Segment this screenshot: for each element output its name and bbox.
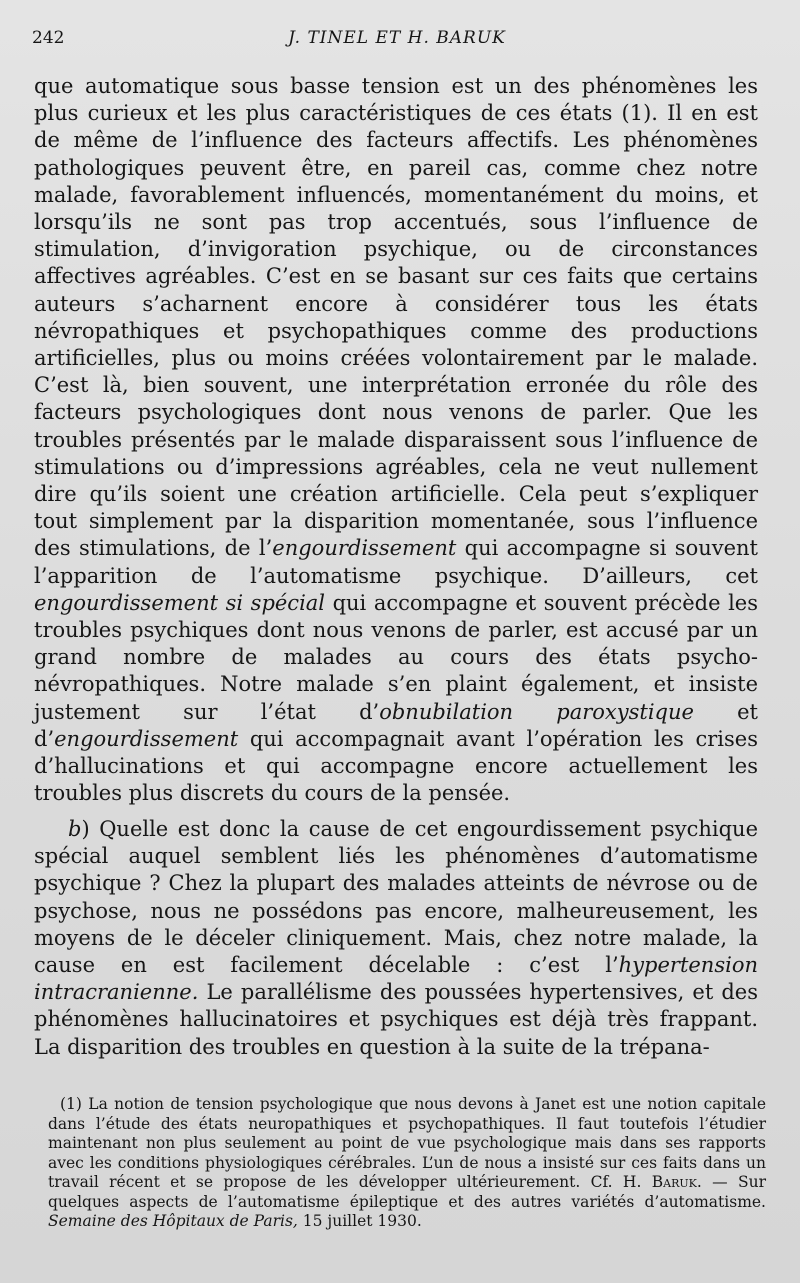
footnote-journal: Semaine des Hôpitaux de Paris, [48,1212,298,1230]
italic-run: hypertension intracranienne. [34,953,758,1005]
running-head: J. TINEL ET H. BARUK [288,28,506,48]
text-run: Le parallélisme des poussées hypertensives, et des phénomènes hallucinatoires et psychiques est déjà très frappant. La disparition des troubles en question à la suite de la trépana- [34,980,758,1059]
footnote-text: 15 juillet 1930. [297,1212,422,1230]
text-run: qui accompagne et souvent précède les troubles psychiques dont nous venons de parler, est accusé par un grand nombre de malades au cours des états psycho-névropathiques. Notre malade s’en plaint également, et insiste justement sur l’état d’ [34,590,758,724]
page-number: 242 [32,28,65,48]
italic-run: engourdissement [54,726,239,751]
body-paragraph-1 [34,73,758,807]
item-label: b [68,817,82,841]
footnote-author: Baruk [651,1173,697,1191]
footnote [48,1095,766,1232]
text-run: que automatique sous basse tension est un des phénomènes les plus curieux et les plus caractéristiques de ces états (1). Il en est de même de l’influence des facteurs affectifs. Les phénomènes pathologiques peuvent être, en pareil cas, comme chez notre malade, favorablement influencés, momentanément du moins, et lorsqu’ils ne sont pas trop accentués, sous l’influence de stimulation, d’invigoration psychique, ou de circonstances affectives agréables. C’est en se basant sur ces faits que certains auteurs s’acharnent encore à considérer tous les états névropathiques et psychopathiques comme des productions artificielles, plus ou moins créées volontairement par le malade. C’est là, bien souvent, une interprétation erronée du rôle des facteurs psychologiques dont nous venons de parler. Que les troubles présentés par le malade disparaissent sous l’influence de stimulations ou d’impressions agréables, cela ne veut nullement dire qu’ils soient une création artificielle. Cela peut s’expliquer tout simplement par la disparition momentanée, sous l’influence des stimulations, de l’ [34,74,758,561]
italic-run: engourdissement [272,536,457,561]
page-header [32,28,762,54]
text-run: qui accompagnait avant l’opération les crises d’hallucinations et qui accompagne encore actuellement les troubles plus discrets du cours de la pensée. [34,726,758,806]
italic-run: engourdissement si spécial [34,590,326,615]
italic-run: obnubilation paroxystique [379,699,694,724]
text-run: et d’ [34,699,758,751]
text-run: ) Quelle est donc la cause de cet engourdissement psychique spécial auquel semblent liés les phénomènes d’automatisme psychique ? Chez la plupart des malades atteints de névrose ou de psychose, nous ne possédons pas encore, malheureusement, les moyens de le déceler cliniquement. Mais, chez notre malade, la cause en est facilement décelable : c’est l’ [34,817,758,978]
footnote-text: (1) La notion de tension psychologique que nous devons à Janet est une notion capitale dans l’étude des états neuropathiques et psychopathiques. Il faut toutefois l’étudier maintenant non plus seulement au point de vue psychologique mais dans ses rapports avec les conditions physiologiques cérébrales. L’un de nous a insisté sur ces faits dans un travail récent et se propose de les développer ultérieurement. Cf. H. [48,1095,766,1191]
footnote-text: . — Sur quelques aspects de l’automatisme épileptique et des autres variétés d’automatisme. [48,1173,766,1211]
text-run: qui accompagne si souvent l’apparition de l’automatisme psychique. D’ailleurs, cet [34,536,758,588]
body-paragraph-2 [34,816,758,1061]
